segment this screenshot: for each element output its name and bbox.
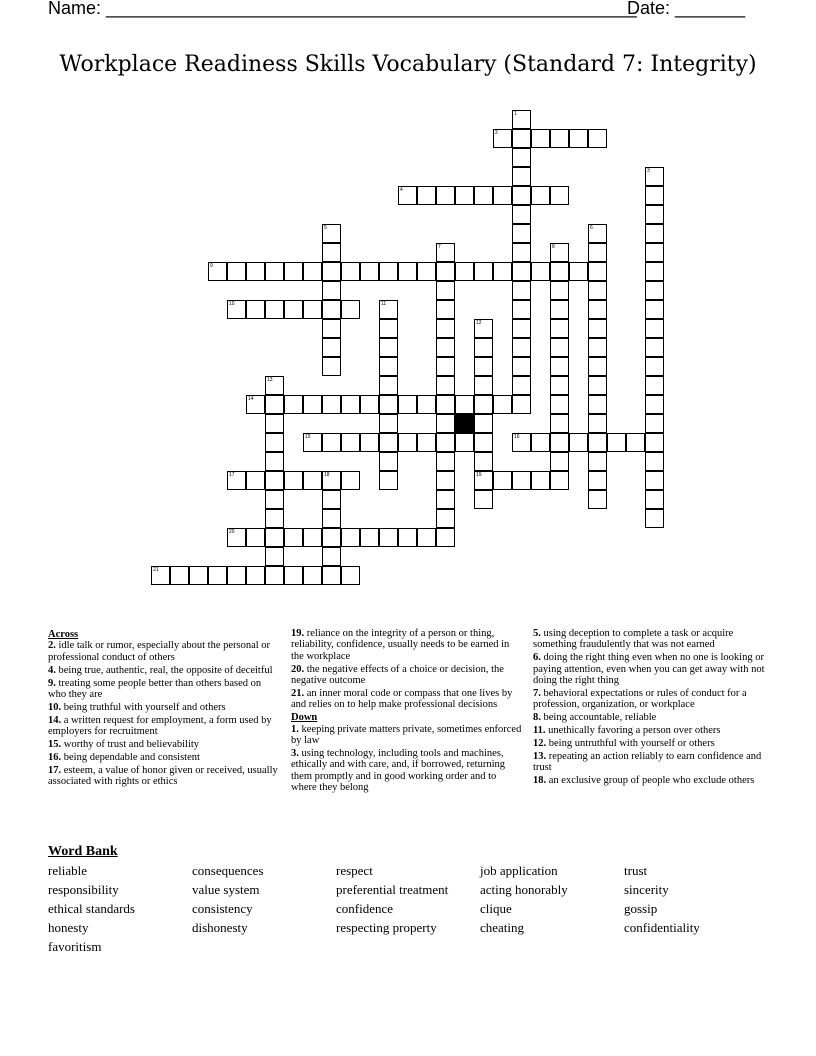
answer-cell[interactable] bbox=[645, 262, 664, 281]
answer-cell[interactable] bbox=[379, 414, 398, 433]
answer-cell[interactable] bbox=[436, 281, 455, 300]
answer-cell[interactable] bbox=[341, 433, 360, 452]
answer-cell[interactable] bbox=[265, 566, 284, 585]
answer-cell[interactable] bbox=[265, 547, 284, 566]
answer-cell[interactable] bbox=[227, 566, 246, 585]
clue-number: 4 bbox=[400, 187, 403, 193]
answer-cell[interactable] bbox=[246, 262, 265, 281]
answer-cell[interactable] bbox=[645, 300, 664, 319]
answer-cell[interactable] bbox=[531, 186, 550, 205]
answer-cell[interactable] bbox=[246, 566, 265, 585]
answer-cell[interactable] bbox=[436, 376, 455, 395]
answer-cell[interactable] bbox=[341, 300, 360, 319]
answer-cell[interactable] bbox=[474, 357, 493, 376]
answer-cell[interactable] bbox=[284, 471, 303, 490]
answer-cell[interactable] bbox=[436, 338, 455, 357]
clue-across-16: 16. being dependable and consistent bbox=[48, 752, 200, 764]
answer-cell[interactable] bbox=[436, 357, 455, 376]
answer-cell[interactable] bbox=[474, 490, 493, 509]
answer-cell[interactable] bbox=[474, 338, 493, 357]
answer-cell[interactable] bbox=[227, 262, 246, 281]
answer-cell[interactable] bbox=[284, 262, 303, 281]
answer-cell[interactable] bbox=[645, 224, 664, 243]
answer-cell[interactable] bbox=[588, 376, 607, 395]
word-bank-item: favoritism bbox=[48, 939, 102, 954]
answer-cell[interactable] bbox=[493, 471, 512, 490]
clue-number: 6 bbox=[590, 225, 593, 231]
answer-cell[interactable] bbox=[588, 319, 607, 338]
across-heading: Across bbox=[48, 629, 79, 640]
clue-number: 3 bbox=[647, 168, 650, 174]
clue-number: 7 bbox=[438, 244, 441, 250]
answer-cell[interactable] bbox=[379, 357, 398, 376]
answer-cell[interactable] bbox=[550, 471, 569, 490]
clue-down-3: 3. using technology, including tools and machines, ethically and with care, and, if borrowed, returning them promptly and in good working order and to where they belong bbox=[291, 748, 506, 794]
answer-cell[interactable] bbox=[645, 509, 664, 528]
clue-down-11: 11. unethically favoring a person over others bbox=[533, 725, 721, 737]
answer-cell[interactable] bbox=[455, 262, 474, 281]
word-bank-item: responsibility bbox=[48, 882, 119, 897]
clue-across-2: 2. idle talk or rumor, especially about the personal or professional conduct of others bbox=[48, 640, 271, 663]
answer-cell[interactable] bbox=[379, 452, 398, 471]
answer-cell[interactable] bbox=[493, 186, 512, 205]
answer-cell[interactable] bbox=[588, 357, 607, 376]
answer-cell[interactable] bbox=[550, 357, 569, 376]
answer-cell[interactable] bbox=[417, 262, 436, 281]
clue-number: 18 bbox=[324, 472, 330, 478]
answer-cell[interactable] bbox=[303, 528, 322, 547]
answer-cell[interactable] bbox=[436, 186, 455, 205]
answer-cell[interactable] bbox=[379, 262, 398, 281]
answer-cell[interactable] bbox=[360, 395, 379, 414]
answer-cell[interactable] bbox=[379, 319, 398, 338]
clues-column-3 bbox=[533, 628, 769, 788]
answer-cell[interactable] bbox=[550, 433, 569, 452]
answer-cell[interactable] bbox=[322, 528, 341, 547]
answer-cell[interactable] bbox=[246, 528, 265, 547]
answer-cell[interactable] bbox=[208, 566, 227, 585]
answer-cell[interactable] bbox=[322, 281, 341, 300]
answer-cell[interactable] bbox=[588, 433, 607, 452]
answer-cell[interactable] bbox=[379, 376, 398, 395]
answer-cell[interactable] bbox=[189, 566, 208, 585]
answer-cell[interactable] bbox=[284, 300, 303, 319]
clue-number: 5 bbox=[324, 225, 327, 231]
answer-cell[interactable] bbox=[322, 300, 341, 319]
answer-cell[interactable] bbox=[645, 395, 664, 414]
answer-cell[interactable] bbox=[512, 338, 531, 357]
clue-across-20: 20. the negative effects of a choice or decision, the negative outcome bbox=[291, 663, 504, 687]
answer-cell[interactable] bbox=[360, 262, 379, 281]
word-bank-item: trust bbox=[624, 863, 648, 878]
answer-cell[interactable] bbox=[303, 395, 322, 414]
clue-number: 12 bbox=[476, 320, 482, 326]
answer-cell[interactable] bbox=[493, 262, 512, 281]
answer-cell[interactable] bbox=[512, 281, 531, 300]
clues-column-1 bbox=[48, 628, 278, 789]
answer-cell[interactable] bbox=[455, 395, 474, 414]
answer-cell[interactable] bbox=[322, 357, 341, 376]
answer-cell[interactable] bbox=[436, 262, 455, 281]
answer-cell[interactable] bbox=[455, 186, 474, 205]
clue-across-14: 14. a written request for employment, a form used by employers for recruitment bbox=[48, 714, 272, 738]
answer-cell[interactable] bbox=[265, 414, 284, 433]
answer-cell[interactable] bbox=[265, 300, 284, 319]
answer-cell[interactable] bbox=[550, 338, 569, 357]
clue-number: 16 bbox=[514, 434, 520, 440]
clue-number: 10 bbox=[229, 301, 235, 307]
answer-cell[interactable] bbox=[436, 528, 455, 547]
answer-cell[interactable] bbox=[474, 376, 493, 395]
answer-cell[interactable] bbox=[246, 471, 265, 490]
answer-cell[interactable] bbox=[512, 148, 531, 167]
answer-cell[interactable] bbox=[398, 262, 417, 281]
answer-cell[interactable] bbox=[341, 566, 360, 585]
answer-cell[interactable] bbox=[398, 395, 417, 414]
clue-number: 13 bbox=[267, 377, 273, 383]
answer-cell[interactable] bbox=[265, 433, 284, 452]
answer-cell[interactable] bbox=[569, 433, 588, 452]
answer-cell[interactable] bbox=[341, 395, 360, 414]
clue-across-15: 15. worthy of trust and believability bbox=[48, 739, 200, 751]
answer-cell[interactable] bbox=[512, 167, 531, 186]
word-bank-item: ethical standards bbox=[48, 901, 135, 916]
answer-cell[interactable] bbox=[322, 566, 341, 585]
clue-down-7: 7. behavioral expectations or rules of conduct for a profession, organization, or workplace bbox=[533, 688, 747, 711]
answer-cell[interactable] bbox=[588, 262, 607, 281]
answer-cell[interactable] bbox=[322, 547, 341, 566]
answer-cell[interactable] bbox=[436, 300, 455, 319]
clue-across-9: 9. treating some people better than others based on who they are bbox=[48, 677, 262, 701]
answer-cell[interactable] bbox=[170, 566, 189, 585]
answer-cell[interactable] bbox=[550, 262, 569, 281]
answer-cell[interactable] bbox=[512, 300, 531, 319]
answer-cell[interactable] bbox=[360, 528, 379, 547]
answer-cell[interactable] bbox=[645, 205, 664, 224]
answer-cell[interactable] bbox=[588, 471, 607, 490]
word-bank-item: preferential treatment bbox=[336, 882, 449, 897]
word-bank-item: clique bbox=[480, 901, 512, 916]
word-bank-item: sincerity bbox=[624, 882, 669, 897]
answer-cell[interactable] bbox=[569, 129, 588, 148]
answer-cell[interactable] bbox=[341, 471, 360, 490]
answer-cell[interactable] bbox=[645, 357, 664, 376]
answer-cell[interactable] bbox=[588, 395, 607, 414]
black-cell bbox=[455, 414, 474, 433]
answer-cell[interactable] bbox=[588, 243, 607, 262]
answer-cell[interactable] bbox=[265, 490, 284, 509]
word-bank-item: consequences bbox=[192, 863, 264, 878]
clue-number: 19 bbox=[476, 472, 482, 478]
word-bank-item: respecting property bbox=[336, 920, 437, 935]
answer-cell[interactable] bbox=[303, 471, 322, 490]
answer-cell[interactable] bbox=[322, 338, 341, 357]
page-title: Workplace Readiness Skills Vocabulary (Standard 7: Integrity) bbox=[59, 52, 757, 77]
clues-column-2 bbox=[291, 628, 523, 795]
answer-cell[interactable] bbox=[645, 471, 664, 490]
answer-cell[interactable] bbox=[512, 205, 531, 224]
answer-cell[interactable] bbox=[284, 566, 303, 585]
answer-cell[interactable] bbox=[379, 433, 398, 452]
clue-number: 17 bbox=[229, 472, 235, 478]
clue-number: 2 bbox=[495, 130, 498, 136]
word-bank-item: confidentiality bbox=[624, 920, 700, 935]
word-bank-item: confidence bbox=[336, 901, 394, 916]
answer-cell[interactable] bbox=[284, 528, 303, 547]
clue-down-13: 13. repeating an action reliably to earn confidence and trust bbox=[533, 751, 762, 774]
answer-cell[interactable] bbox=[550, 414, 569, 433]
answer-cell[interactable] bbox=[322, 490, 341, 509]
answer-cell[interactable] bbox=[265, 452, 284, 471]
answer-cell[interactable] bbox=[303, 566, 322, 585]
answer-cell[interactable] bbox=[531, 433, 550, 452]
word-bank-item: cheating bbox=[480, 920, 525, 935]
clue-number: 9 bbox=[210, 263, 213, 269]
answer-cell[interactable] bbox=[417, 395, 436, 414]
answer-cell[interactable] bbox=[474, 395, 493, 414]
word-bank-item: respect bbox=[336, 863, 373, 878]
word-bank-item: honesty bbox=[48, 920, 89, 935]
answer-cell[interactable] bbox=[512, 186, 531, 205]
answer-cell[interactable] bbox=[379, 528, 398, 547]
answer-cell[interactable] bbox=[645, 433, 664, 452]
clue-down-18: 18. an exclusive group of people who exclude others bbox=[533, 775, 755, 787]
answer-cell[interactable] bbox=[645, 376, 664, 395]
word-bank-item: consistency bbox=[192, 901, 253, 916]
answer-cell[interactable] bbox=[398, 433, 417, 452]
answer-cell[interactable] bbox=[379, 395, 398, 414]
answer-cell[interactable] bbox=[645, 186, 664, 205]
answer-cell[interactable] bbox=[398, 528, 417, 547]
answer-cell[interactable] bbox=[569, 262, 588, 281]
answer-cell[interactable] bbox=[379, 471, 398, 490]
word-bank-item: reliable bbox=[48, 863, 87, 878]
answer-cell[interactable] bbox=[322, 509, 341, 528]
answer-cell[interactable] bbox=[645, 338, 664, 357]
answer-cell[interactable] bbox=[645, 281, 664, 300]
answer-cell[interactable] bbox=[436, 433, 455, 452]
answer-cell[interactable] bbox=[550, 452, 569, 471]
answer-cell[interactable] bbox=[246, 300, 265, 319]
date-field[interactable]: Date: _______ bbox=[627, 0, 746, 18]
answer-cell[interactable] bbox=[322, 395, 341, 414]
answer-cell[interactable] bbox=[550, 186, 569, 205]
answer-cell[interactable] bbox=[474, 452, 493, 471]
answer-cell[interactable] bbox=[645, 490, 664, 509]
answer-cell[interactable] bbox=[379, 338, 398, 357]
answer-cell[interactable] bbox=[588, 338, 607, 357]
answer-cell[interactable] bbox=[322, 433, 341, 452]
answer-cell[interactable] bbox=[341, 528, 360, 547]
answer-cell[interactable] bbox=[474, 433, 493, 452]
answer-cell[interactable] bbox=[322, 243, 341, 262]
clue-number: 8 bbox=[552, 244, 555, 250]
clue-number: 20 bbox=[229, 529, 235, 535]
answer-cell[interactable] bbox=[474, 186, 493, 205]
answer-cell[interactable] bbox=[436, 319, 455, 338]
answer-cell[interactable] bbox=[550, 129, 569, 148]
answer-cell[interactable] bbox=[645, 452, 664, 471]
clue-across-4: 4. being true, authentic, real, the opposite of deceitful bbox=[48, 664, 273, 676]
answer-cell[interactable] bbox=[588, 281, 607, 300]
answer-cell[interactable] bbox=[265, 471, 284, 490]
answer-cell[interactable] bbox=[436, 414, 455, 433]
answer-cell[interactable] bbox=[322, 319, 341, 338]
clue-down-6: 6. doing the right thing even when no one is looking or paying attention, even when you can get away with not doing the right thing bbox=[533, 652, 765, 687]
answer-cell[interactable] bbox=[550, 319, 569, 338]
answer-cell[interactable] bbox=[512, 129, 531, 148]
answer-cell[interactable] bbox=[645, 319, 664, 338]
answer-cell[interactable] bbox=[550, 281, 569, 300]
clue-number: 14 bbox=[248, 396, 254, 402]
answer-cell[interactable] bbox=[512, 395, 531, 414]
answer-cell[interactable] bbox=[284, 395, 303, 414]
answer-cell[interactable] bbox=[341, 262, 360, 281]
answer-cell[interactable] bbox=[512, 357, 531, 376]
clue-across-10: 10. being truthful with yourself and others bbox=[48, 701, 226, 713]
answer-cell[interactable] bbox=[265, 395, 284, 414]
name-field[interactable]: Name: _____________________________________________________ bbox=[48, 0, 637, 18]
word-bank-item: dishonesty bbox=[192, 920, 248, 935]
answer-cell[interactable] bbox=[607, 433, 626, 452]
answer-cell[interactable] bbox=[588, 129, 607, 148]
word-bank-item: value system bbox=[192, 882, 260, 897]
answer-cell[interactable] bbox=[588, 452, 607, 471]
answer-cell[interactable] bbox=[493, 395, 512, 414]
answer-cell[interactable] bbox=[645, 243, 664, 262]
answer-cell[interactable] bbox=[436, 509, 455, 528]
answer-cell[interactable] bbox=[265, 528, 284, 547]
word-bank-item: acting honorably bbox=[480, 882, 568, 897]
word-bank-item: gossip bbox=[624, 901, 658, 916]
answer-cell[interactable] bbox=[417, 186, 436, 205]
answer-cell[interactable] bbox=[512, 376, 531, 395]
clue-across-17: 17. esteem, a value of honor given or received, usually associated with rights or ethics bbox=[48, 764, 278, 788]
answer-cell[interactable] bbox=[512, 471, 531, 490]
answer-cell[interactable] bbox=[455, 433, 474, 452]
answer-cell[interactable] bbox=[474, 262, 493, 281]
answer-cell[interactable] bbox=[474, 414, 493, 433]
answer-cell[interactable] bbox=[512, 243, 531, 262]
answer-cell[interactable] bbox=[436, 395, 455, 414]
answer-cell[interactable] bbox=[550, 376, 569, 395]
answer-cell[interactable] bbox=[417, 433, 436, 452]
clue-number: 1 bbox=[514, 111, 517, 117]
clue-down-12: 12. being untruthful with yourself or others bbox=[533, 738, 715, 750]
answer-cell[interactable] bbox=[588, 300, 607, 319]
answer-cell[interactable] bbox=[303, 262, 322, 281]
down-heading: Down bbox=[291, 712, 318, 724]
answer-cell[interactable] bbox=[588, 414, 607, 433]
answer-cell[interactable] bbox=[531, 471, 550, 490]
answer-cell[interactable] bbox=[360, 433, 379, 452]
clue-number: 11 bbox=[381, 301, 387, 307]
answer-cell[interactable] bbox=[322, 262, 341, 281]
answer-cell[interactable] bbox=[265, 509, 284, 528]
word-bank-title: Word Bank bbox=[48, 844, 118, 859]
answer-cell[interactable] bbox=[436, 452, 455, 471]
answer-cell[interactable] bbox=[588, 490, 607, 509]
clue-down-1: 1. keeping private matters private, sometimes enforced by law bbox=[291, 723, 522, 747]
clue-number: 15 bbox=[305, 434, 311, 440]
answer-cell[interactable] bbox=[303, 300, 322, 319]
word-bank-item: job application bbox=[480, 863, 558, 878]
answer-cell[interactable] bbox=[512, 262, 531, 281]
answer-cell[interactable] bbox=[626, 433, 645, 452]
answer-cell[interactable] bbox=[531, 262, 550, 281]
clue-across-19: 19. reliance on the integrity of a person or thing, reliability, confidence, usually needs to be earned in the workplace bbox=[291, 628, 510, 662]
answer-cell[interactable] bbox=[265, 262, 284, 281]
answer-cell[interactable] bbox=[436, 471, 455, 490]
answer-cell[interactable] bbox=[550, 395, 569, 414]
clue-down-8: 8. being accountable, reliable bbox=[533, 712, 657, 724]
answer-cell[interactable] bbox=[512, 224, 531, 243]
answer-cell[interactable] bbox=[512, 319, 531, 338]
answer-cell[interactable] bbox=[645, 414, 664, 433]
answer-cell[interactable] bbox=[550, 300, 569, 319]
answer-cell[interactable] bbox=[417, 528, 436, 547]
answer-cell[interactable] bbox=[531, 129, 550, 148]
clue-number: 21 bbox=[153, 567, 159, 573]
clue-down-5: 5. using deception to complete a task or acquire something fraudulently that was not earned bbox=[533, 628, 734, 651]
answer-cell[interactable] bbox=[436, 490, 455, 509]
clue-across-21: 21. an inner moral code or compass that one lives by and relies on to help make professional decisions bbox=[291, 688, 513, 711]
